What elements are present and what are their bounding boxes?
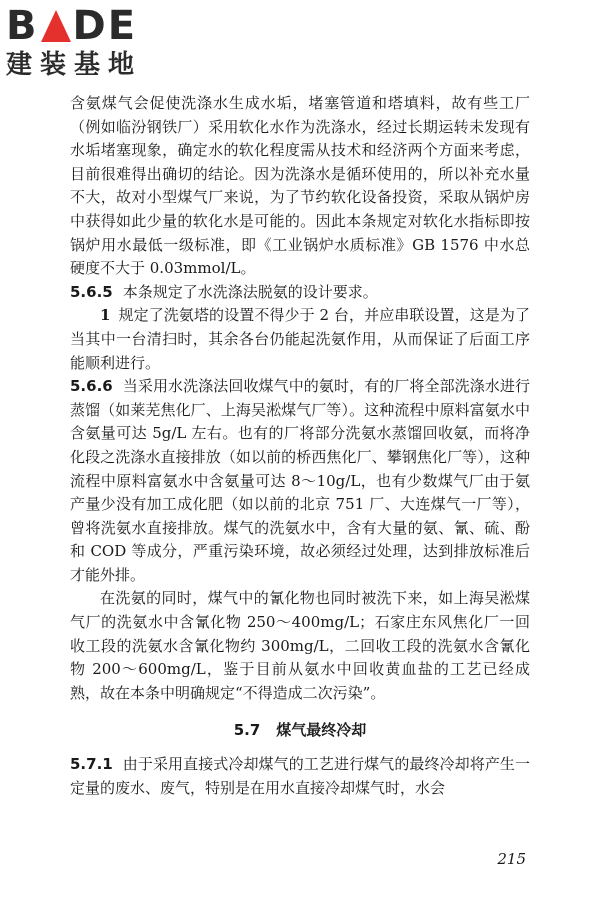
clause-5-6-5-item-1 — [70, 304, 530, 375]
page-number: 215 — [497, 850, 526, 868]
clause-number: 5.7.1 — [70, 755, 113, 774]
clause-text: 由于采用直接式冷却煤气的工艺进行煤气的最终冷却将产生一定量的废水、废气，特别是在用水直接冷却煤气时，水会 — [70, 755, 530, 798]
clause-5-6-5 — [70, 281, 530, 305]
page-body — [70, 92, 530, 801]
logo-letters-de: DE — [72, 3, 138, 49]
paragraph-softened-water: 含氨煤气会促使洗涤水生成水垢，堵塞管道和塔填料，故有些工厂（例如临汾钢铁厂）采用软化水作为洗涤水，经过长期运转未发现有水垢堵塞现象，确定水的软化程度需从技术和经济两个方面来考虑，目前很难得出确切的结论。因为洗涤水是循环使用的，所以补充水量不大，故对小型煤气厂来说，为了节约软化设备投资，采取从锅炉房中获得如此少量的软化水是可能的。因此本条规定对软化水指标即按锅炉用水最低一级标准，即《工业锅炉水质标准》GB 1576 中水总硬度不大于 0.03mmol/L。 — [70, 94, 530, 278]
item-number: 1 — [100, 306, 111, 325]
logo-wordmark — [6, 4, 176, 48]
clause-5-7-1 — [70, 753, 530, 800]
item-text: 规定了洗氨塔的设置不得少于 2 台，并应串联设置，这是为了当其中一台清扫时，其余各台仍能起洗氨作用，从而保证了后面工序能顺利进行。 — [70, 306, 530, 372]
clause-text: 本条规定了水洗涤法脱氨的设计要求。 — [122, 282, 378, 301]
section-heading-5-7 — [70, 719, 530, 741]
bade-logo — [6, 4, 176, 80]
logo-letter-b: B — [6, 3, 39, 49]
clause-5-6-6 — [70, 375, 530, 587]
clause-number: 5.6.6 — [70, 377, 113, 396]
paragraph-cyanide: 在洗氨的同时，煤气中的氰化物也同时被洗下来，如上海吴淞煤气厂的洗氨水中含氰化物 250～400mg/L；石家庄东风焦化厂一回收工段的洗氨水含氰化物约 300mg/L，二回收工段的洗氨水含氰化物 200～600mg/L，鉴于目前从氨水中回收黄血盐的工艺已经成熟，故在本条中明确规定“不得造成二次污染”。 — [70, 589, 530, 702]
section-title: 煤气最终冷却 — [276, 721, 367, 740]
logo-triangle-icon — [41, 10, 71, 42]
section-number: 5.7 — [233, 721, 261, 740]
logo-subtitle: 建装基地 — [6, 50, 143, 80]
clause-text: 当采用水洗涤法回收煤气中的氨时，有的厂将全部洗涤水进行蒸馏（如莱芜焦化厂、上海吴淞煤气厂等）。这种流程中原料富氨水中含氨量可达 5g/L 左右。也有的厂将部分洗氨水蒸馏回收氨，而将净化段之洗涤水直接排放（如以前的桥西焦化厂、攀钢焦化厂等），这种流程中原料富氨水中含氨量可达 8～10g/L，也有少数煤气厂由于氨产量少没有加工成化肥（如以前的北京 751 厂、大连煤气一厂等），曾将洗氨水直接排放。煤气的洗氨水中，含有大量的氨、氰、硫、酚和 COD 等成分，严重污染环境，故必须经过处理，达到排放标准后才能外排。 — [70, 377, 530, 584]
clause-number: 5.6.5 — [70, 282, 113, 301]
